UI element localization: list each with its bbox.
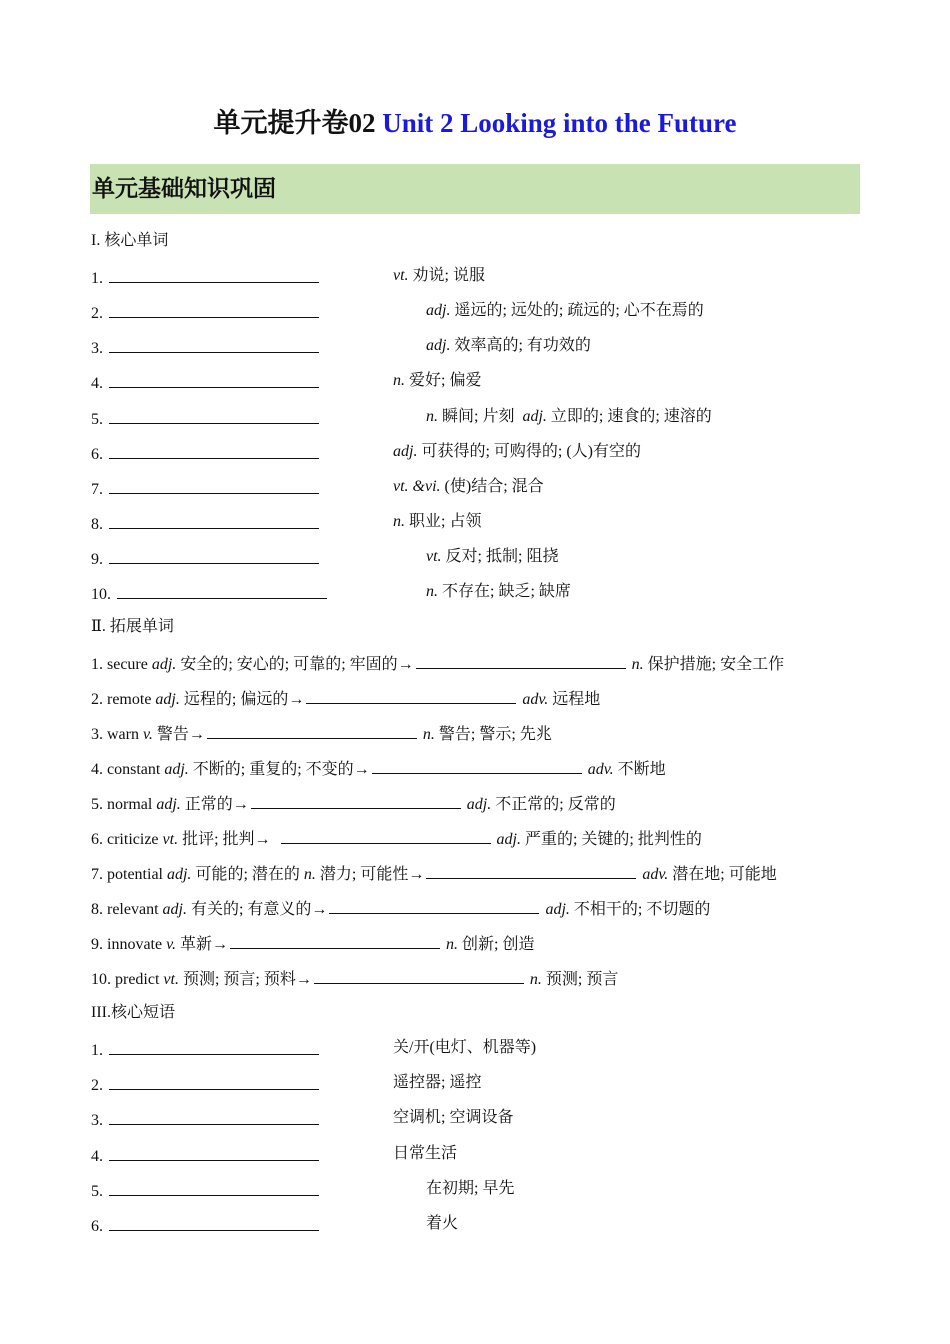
answer-blank[interactable] (109, 265, 319, 283)
title-en: Unit 2 Looking into the Future (382, 108, 737, 138)
answer-blank[interactable] (109, 546, 319, 564)
answer-blank[interactable] (109, 1178, 319, 1196)
definition: n. 职业; 占领 (393, 513, 482, 530)
list-item: 3. (91, 335, 321, 360)
title-cn: 单元提升卷02 (213, 108, 376, 138)
answer-blank[interactable] (109, 1143, 319, 1161)
list-item: 9. (91, 546, 321, 571)
list-item: 5. normal adj. 正常的→ adj. 不正常的; 反常的 (91, 791, 616, 816)
answer-blank[interactable] (109, 335, 319, 353)
list-item: 3. (91, 1107, 321, 1132)
list-item: 3. warn v. 警告→ n. 警告; 警示; 先兆 (91, 721, 552, 746)
list-item: 1. secure adj. 安全的; 安心的; 可靠的; 牢固的→ n. 保护措施; 安全工作 (91, 651, 784, 676)
list-item: 6. (91, 441, 321, 466)
page-title (0, 104, 950, 142)
answer-blank[interactable] (416, 651, 626, 669)
part1-heading: I. 核心单词 (91, 232, 169, 249)
part2-heading: Ⅱ. 拓展单词 (91, 618, 174, 635)
answer-blank[interactable] (109, 1107, 319, 1125)
answer-blank[interactable] (109, 441, 319, 459)
list-item: 5. (91, 406, 321, 431)
definition: 关/开(电灯、机器等) (393, 1039, 537, 1056)
list-item: 7. (91, 476, 321, 501)
definition: n. 不存在; 缺乏; 缺席 (426, 583, 571, 600)
answer-blank[interactable] (109, 1072, 319, 1090)
definition: vt. 反对; 抵制; 阻挠 (426, 548, 559, 565)
list-item: 2. remote adj. 远程的; 偏远的→ adv. 远程地 (91, 686, 600, 711)
definition: 日常生活 (393, 1145, 458, 1162)
definition: 空调机; 空调设备 (393, 1109, 514, 1126)
definition: adj. 效率高的; 有功效的 (426, 337, 591, 354)
list-item: 4. (91, 370, 321, 395)
list-item: 1. (91, 1037, 321, 1062)
definition: adj. 遥远的; 远处的; 疏远的; 心不在焉的 (426, 302, 704, 319)
answer-blank[interactable] (306, 686, 516, 704)
answer-blank[interactable] (281, 826, 491, 844)
list-item: 4. constant adj. 不断的; 重复的; 不变的→ adv. 不断地 (91, 756, 666, 781)
answer-blank[interactable] (109, 370, 319, 388)
definition: adj. 可获得的; 可购得的; (人)有空的 (393, 443, 642, 460)
list-item: 4. (91, 1143, 321, 1168)
answer-blank[interactable] (109, 476, 319, 494)
list-item: 7. potential adj. 可能的; 潜在的 n. 潜力; 可能性→ adv. 潜在地; 可能地 (91, 861, 777, 886)
answer-blank[interactable] (230, 931, 440, 949)
answer-blank[interactable] (251, 791, 461, 809)
list-item: 8. relevant adj. 有关的; 有意义的→ adj. 不相干的; 不切题的 (91, 896, 710, 921)
list-item: 5. (91, 1178, 321, 1203)
answer-blank[interactable] (109, 1037, 319, 1055)
answer-blank[interactable] (314, 966, 524, 984)
list-item: 6. criticize vt. 批评; 批判→ adj. 严重的; 关键的; 批判性的 (91, 826, 702, 851)
list-item: 10. predict vt. 预测; 预言; 预料→ n. 预测; 预言 (91, 966, 618, 991)
list-item: 6. (91, 1213, 321, 1238)
answer-blank[interactable] (426, 861, 636, 879)
answer-blank[interactable] (329, 896, 539, 914)
answer-blank[interactable] (109, 406, 319, 424)
answer-blank[interactable] (117, 581, 327, 599)
list-item: 2. (91, 300, 321, 325)
list-item: 8. (91, 511, 321, 536)
definition: 在初期; 早先 (426, 1180, 515, 1197)
definition: vt. 劝说; 说服 (393, 267, 485, 284)
definition: 遥控器; 遥控 (393, 1074, 482, 1091)
list-item: 10. (91, 581, 329, 606)
section-banner (90, 164, 860, 214)
section-banner-text: 单元基础知识巩固 (92, 176, 276, 201)
answer-blank[interactable] (109, 511, 319, 529)
definition: n. 爱好; 偏爱 (393, 372, 482, 389)
part3-heading: III.核心短语 (91, 1004, 175, 1021)
answer-blank[interactable] (109, 300, 319, 318)
answer-blank[interactable] (109, 1213, 319, 1231)
list-item: 2. (91, 1072, 321, 1097)
list-item: 1. (91, 265, 321, 290)
definition: vt. &vi. (使)结合; 混合 (393, 478, 544, 495)
answer-blank[interactable] (372, 756, 582, 774)
definition: n. 瞬间; 片刻 adj. 立即的; 速食的; 速溶的 (426, 408, 712, 425)
definition: 着火 (426, 1215, 459, 1232)
answer-blank[interactable] (207, 721, 417, 739)
list-item: 9. innovate v. 革新→ n. 创新; 创造 (91, 931, 534, 956)
